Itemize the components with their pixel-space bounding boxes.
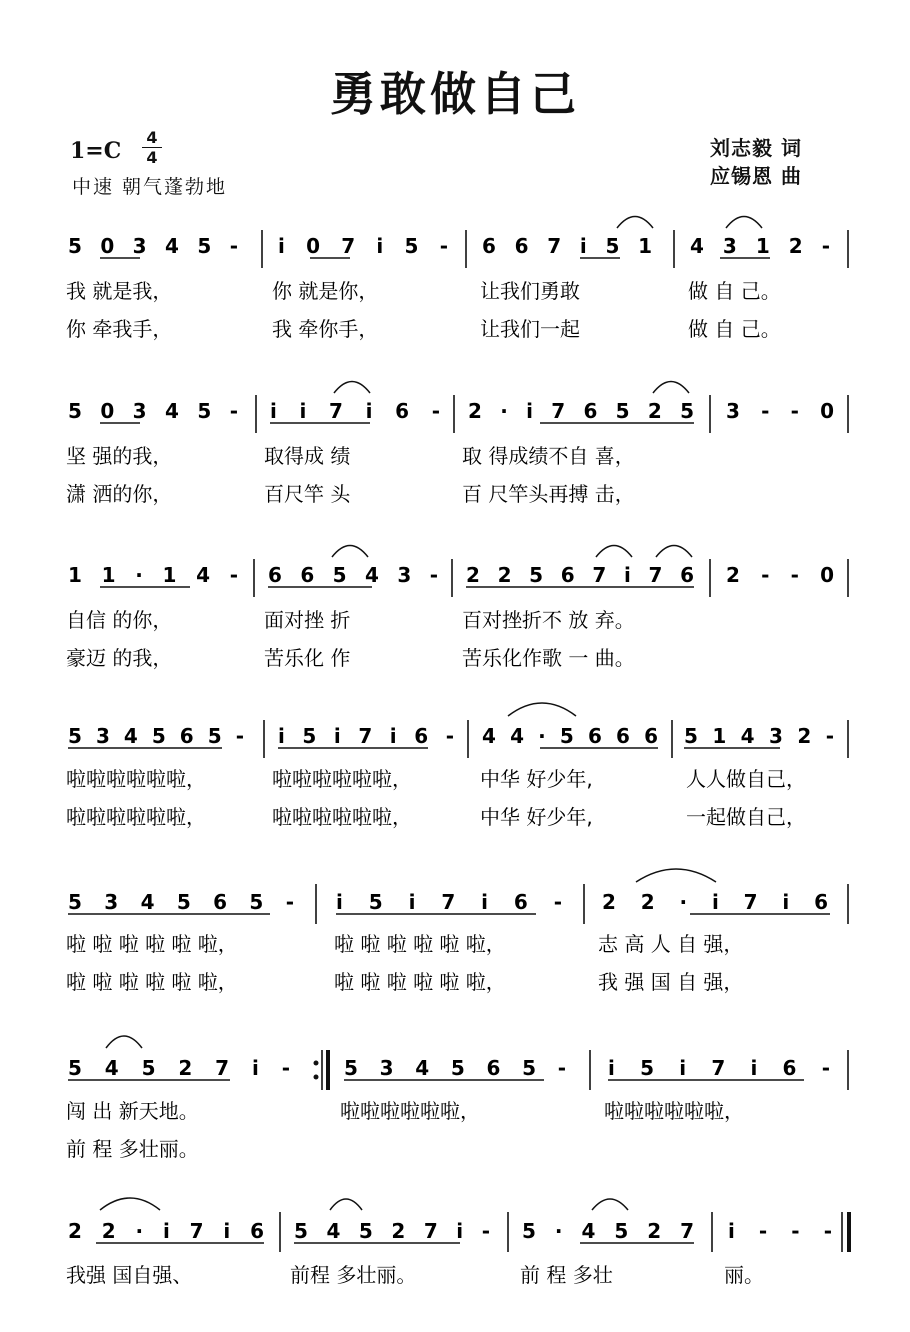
lyric: 啦啦啦啦啦啦， <box>340 1099 480 1123</box>
repeat-dots <box>314 1061 319 1080</box>
slur <box>596 546 632 558</box>
lyric: 我 就是我， <box>66 279 173 303</box>
lyric: 啦啦啦啦啦啦， <box>272 767 412 791</box>
slur <box>332 546 368 558</box>
lyric: 前程 多壮丽。 <box>290 1263 417 1287</box>
time-signature-bottom: 4 <box>146 148 158 167</box>
lyric: 面对挫 折 <box>264 608 351 632</box>
measure: 2 2 5 6 7 i 7 6 <box>466 563 694 587</box>
lyricist-credit: 刘志毅 词 <box>710 136 802 160</box>
slur <box>100 1198 160 1210</box>
measure: 6 6 7 i 5 1 <box>482 234 652 258</box>
lyric: 闯 出 新天地。 <box>66 1099 199 1123</box>
measure: 3 - - 0 <box>726 399 834 423</box>
lyric: 你 就是你， <box>272 279 379 303</box>
measure: i i 7 i 6 - <box>270 399 440 423</box>
system-6 <box>66 1036 848 1161</box>
slur <box>726 217 762 229</box>
lyric: 我强 国自强、 <box>66 1263 193 1287</box>
lyric: 百对挫折不 放 弃。 <box>462 608 635 632</box>
lyric: 潇 洒的你， <box>66 482 173 506</box>
measure: i 5 i 7 i 6 - <box>278 724 454 748</box>
slur <box>508 703 576 716</box>
system-4 <box>66 703 848 829</box>
lyric: 让我们勇敢 <box>480 279 580 303</box>
measure: 5 3 4 5 6 5 - <box>68 724 244 748</box>
lyric: 苦乐化 作 <box>264 646 351 670</box>
measure: 5 4 5 2 7 i - <box>294 1219 490 1243</box>
lyric: 啦 啦 啦 啦 啦 啦， <box>66 970 238 994</box>
measure: i 5 i 7 i 6 - <box>336 890 562 914</box>
lyric: 丽。 <box>724 1263 764 1287</box>
time-signature-top: 4 <box>142 128 162 148</box>
lyric: 取得成 绩 <box>264 444 351 468</box>
slur <box>656 546 692 558</box>
measure: 2 - - 0 <box>726 563 834 587</box>
lyric: 中华 好少年, <box>480 805 593 829</box>
measure: i 5 i 7 i 6 - <box>608 1056 830 1080</box>
system-1 <box>66 217 848 342</box>
lyric: 一起做自己， <box>686 805 806 829</box>
lyric: 啦 啦 啦 啦 啦 啦， <box>334 970 506 994</box>
slur <box>653 382 689 394</box>
measure: 2 · i 7 6 5 2 5 <box>468 399 694 423</box>
measure: i - - - <box>728 1219 832 1243</box>
lyric: 志 高 人 自 强， <box>598 932 744 956</box>
key-signature: 1=C <box>70 138 122 164</box>
lyric: 啦啦啦啦啦啦， <box>604 1099 744 1123</box>
measure: 2 2 · i 7 i 6 <box>68 1219 264 1243</box>
lyric: 啦啦啦啦啦啦， <box>66 767 206 791</box>
composer-credit: 应锡恩 曲 <box>710 164 802 188</box>
slur <box>636 869 716 882</box>
slur <box>330 1199 362 1210</box>
lyric: 做 自 己。 <box>688 317 781 341</box>
lyric: 啦啦啦啦啦啦， <box>272 805 412 829</box>
lyric: 啦 啦 啦 啦 啦 啦， <box>334 932 506 956</box>
lyric: 取 得成绩不自 喜， <box>462 444 635 468</box>
lyric: 啦啦啦啦啦啦， <box>66 805 206 829</box>
tempo-marking: 中速 朝气蓬勃地 <box>72 176 228 198</box>
lyric: 百尺竿 头 <box>264 482 351 506</box>
lyric: 坚 强的我， <box>66 444 173 468</box>
lyric: 中华 好少年, <box>480 767 593 791</box>
measure: 5 3 4 5 6 5 - <box>68 890 294 914</box>
lyric: 让我们一起 <box>480 317 580 341</box>
slur <box>334 382 370 394</box>
system-3 <box>66 546 848 671</box>
lyric: 做 自 己。 <box>688 279 781 303</box>
lyric: 我 牵你手， <box>272 317 379 341</box>
measure: 5 4 5 2 7 i - <box>68 1056 290 1080</box>
measure: 5 0 3 4 5 - <box>68 399 238 423</box>
system-2 <box>66 382 848 507</box>
lyric: 前 程 多壮 <box>520 1263 613 1287</box>
song-title: 勇敢做自己 <box>330 67 580 121</box>
system-7 <box>66 1198 849 1287</box>
lyric: 豪迈 的我， <box>66 646 173 670</box>
measure: i 0 7 i 5 - <box>278 234 448 258</box>
lyric: 前 程 多壮丽。 <box>66 1137 199 1161</box>
measure: 4 4 · 5 6 6 6 <box>482 724 658 748</box>
slur <box>106 1036 142 1048</box>
measure: 5 0 3 4 5 - <box>68 234 238 258</box>
measure: 1 1 · 1 4 - <box>68 563 238 587</box>
lyric: 苦乐化作歌 一 曲。 <box>462 646 635 670</box>
measure: 5 · 4 5 2 7 <box>522 1219 694 1243</box>
lyric: 你 牵我手， <box>66 317 173 341</box>
measure: 5 1 4 3 2 - <box>684 724 834 748</box>
slur <box>592 1199 628 1210</box>
slur <box>617 217 653 229</box>
lyric: 人人做自己， <box>686 767 806 791</box>
measure: 5 3 4 5 6 5 - <box>344 1056 566 1080</box>
measure: 2 2 · i 7 i 6 <box>602 890 828 914</box>
lyric: 自信 的你， <box>66 608 173 632</box>
measure: 6 6 5 4 3 - <box>268 563 438 587</box>
lyric: 啦 啦 啦 啦 啦 啦， <box>66 932 238 956</box>
lyric: 我 强 国 自 强， <box>598 970 744 994</box>
system-5 <box>66 869 848 994</box>
lyric: 百 尺竿头再搏 击， <box>462 482 635 506</box>
measure: 4 3 1 2 - <box>690 234 830 258</box>
